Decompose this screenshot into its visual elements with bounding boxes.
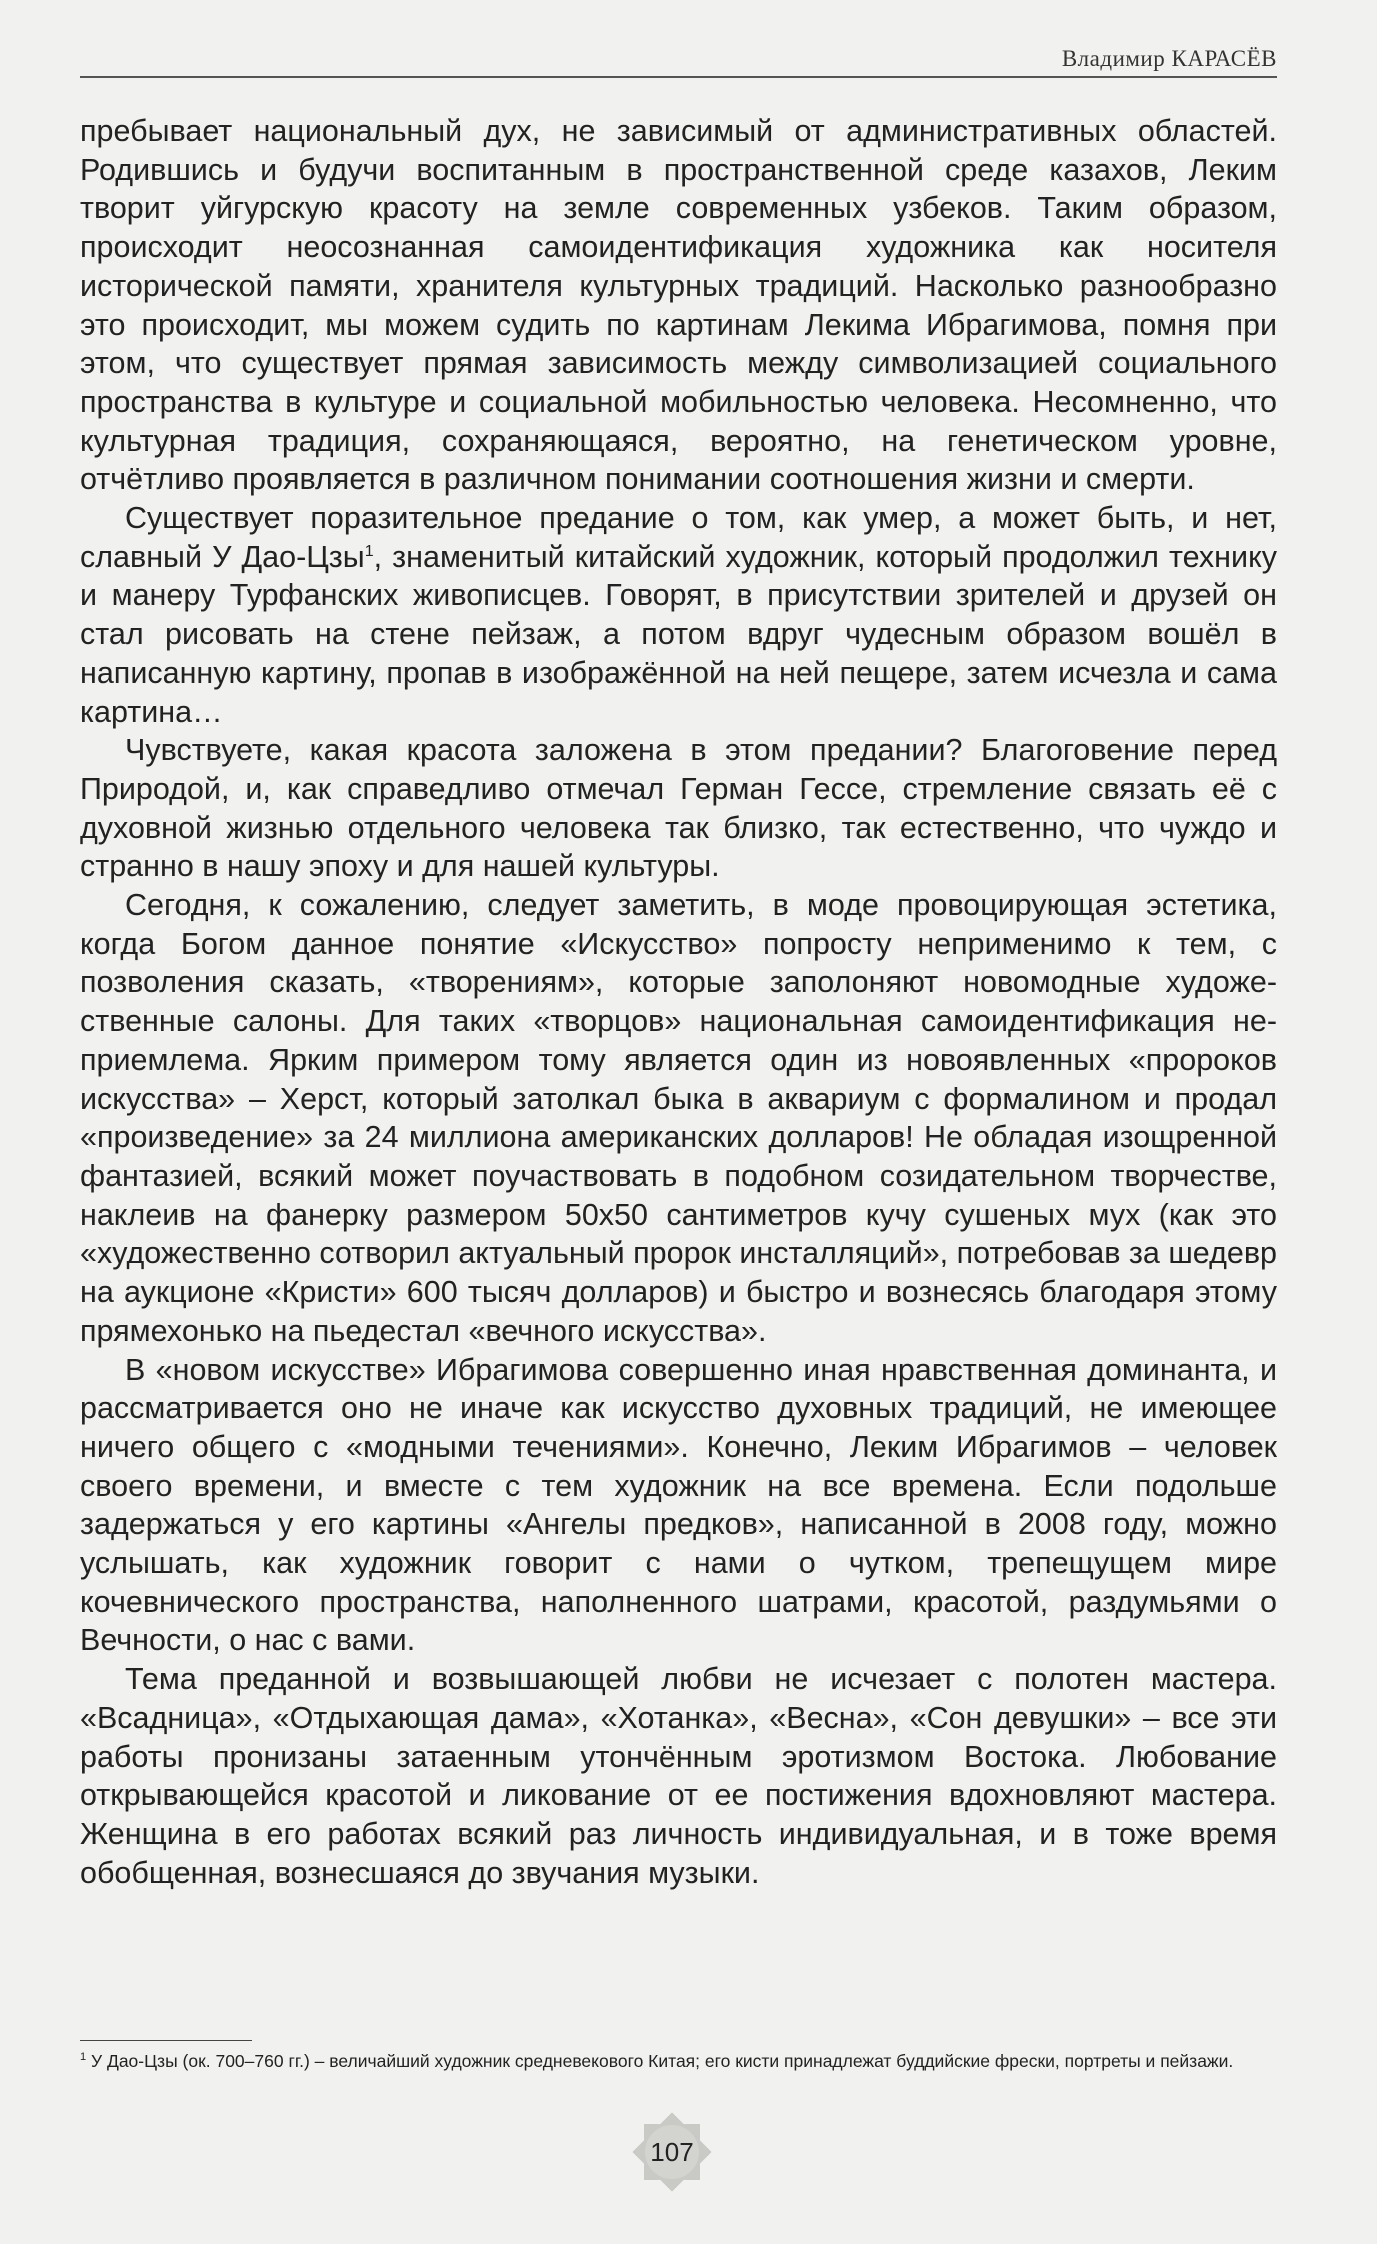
- footnote-mark: 1: [80, 2051, 87, 2064]
- footnote-reference: 1: [364, 542, 374, 560]
- footnote-divider: [80, 2040, 252, 2041]
- paragraph-2-end: , знаменитый китайский художник, который продолжил технику и манеру Турфанских живописцев. Говорят, в присутствии зрителей и друзей он стал рисовать на стене пейзаж, а потом вдруг чудесным образом вошёл в написанную картину, пропав в изображённой на ней пещере, затем исчезла и сама картина…: [80, 539, 1278, 729]
- paragraph-5: В «новом искусстве» Ибрагимова совершенно иная нравственная доминанта, и рассматривается оно не иначе как искусство духовных традиций, не имеющее ничего общего с «модными течениями». Конечно, Леким Ибрагимов – человек своего времени, и вместе с тем художник на все времена. Если подольше задержаться у его картины «Ангелы предков», написанной в 2008 году, можно услышать, как художник говорит с нами о чутком, трепещущем мире кочевнического пространства, наполненного шатрами, красотой, раздумьями о Вечности, о нас с вами.: [80, 1352, 1277, 1658]
- header-author: Владимир КАРАСЁВ: [1061, 46, 1277, 71]
- footnote-text: У Дао-Цзы (ок. 700–760 гг.) – величайший художник средневекового Китая; его кисти принадлежат буддийские фрески, портреты и пейзажи.: [86, 2051, 1234, 2071]
- paragraph-3: Чувствуете, какая красота заложена в этом предании? Благоговение перед Природой, и, как справедливо отмечал Герман Гессе, стремление связать её с духовной жизнью отдельного человека так близко, так естественно, что чуждо и странно в нашу эпоху и для нашей культуры.: [80, 733, 1277, 884]
- footnote: [80, 2048, 1277, 2075]
- paragraph-6: Тема преданной и возвышающей любви не исчезает с полотен мастера. «Всадница», «Отдыхающая дама», «Хотанка», «Весна», «Сон девушки» – все эти работы пронизаны затаенным утончённым эротизмом Востока. Любование открывающейся красотой и ликование от ее постижения вдохновляют мастера. Женщина в его работах всякий раз личность индивидуальная, и в тоже время обобщенная, вознесшаяся до звучания музыки.: [80, 1662, 1277, 1890]
- page-number-ornament: [628, 2108, 716, 2196]
- paragraph-1: пребывает национальный дух, не зависимый от административных областей. Родившись и будучи воспитанным в пространственной среде казахов, Леким творит уйгурскую красоту на земле современных узбеков. Таким образом, происходит неосознанная самоидентификация художника как носителя исторической памяти, хранителя культурных традиций. Насколько разнообразно это происходит, мы можем судить по картинам Лекима Ибрагимова, помня при этом, что существует прямая зависимость между символизацией социального пространства в культуре и социальной мобильностью человека. Несомненно, что культурная традиция, сохраняющаяся, вероятно, на генетическом уровне, отчётливо проявляется в различном понимании соотношения жизни и смерти.: [80, 114, 1277, 497]
- paragraph-2: [80, 499, 1277, 731]
- page-number: 107: [650, 2137, 694, 2167]
- paragraph-2-start: Существует поразительное предание о том, как умер, а может быть, и нет, славный У Дао-Цзы: [80, 501, 1277, 574]
- paragraph-4: Сегодня, к сожалению, следует заметить, в моде провоцирующая эстетика, когда Богом данное понятие «Искусство» попросту неприменимо к тем, с позволения сказать, «творениям», которые заполоняют новомодные художественные салоны. Для таких «творцов» национальная самоидентификация неприемлема. Ярким примером тому является один из новоявленных «пророков искусства» – Херст, который затолкал быка в аквариум с формалином и продал «произведение» за 24 миллиона американских долларов! Не обладая изощренной фантазией, всякий может поучаствовать в подобном созидательном творчестве, наклеив на фанерку размером 50х50 сантиметров кучу сушеных мух (как это «художественно сотворил актуальный пророк инсталляций», потребовав за шедевр на аукционе «Кристи» 600 тысяч долларов) и быстро и вознесясь благодаря этому прямехонько на пьедестал «вечного искусства».: [80, 888, 1278, 1348]
- body-text: [80, 112, 1277, 1892]
- running-header: [80, 46, 1277, 78]
